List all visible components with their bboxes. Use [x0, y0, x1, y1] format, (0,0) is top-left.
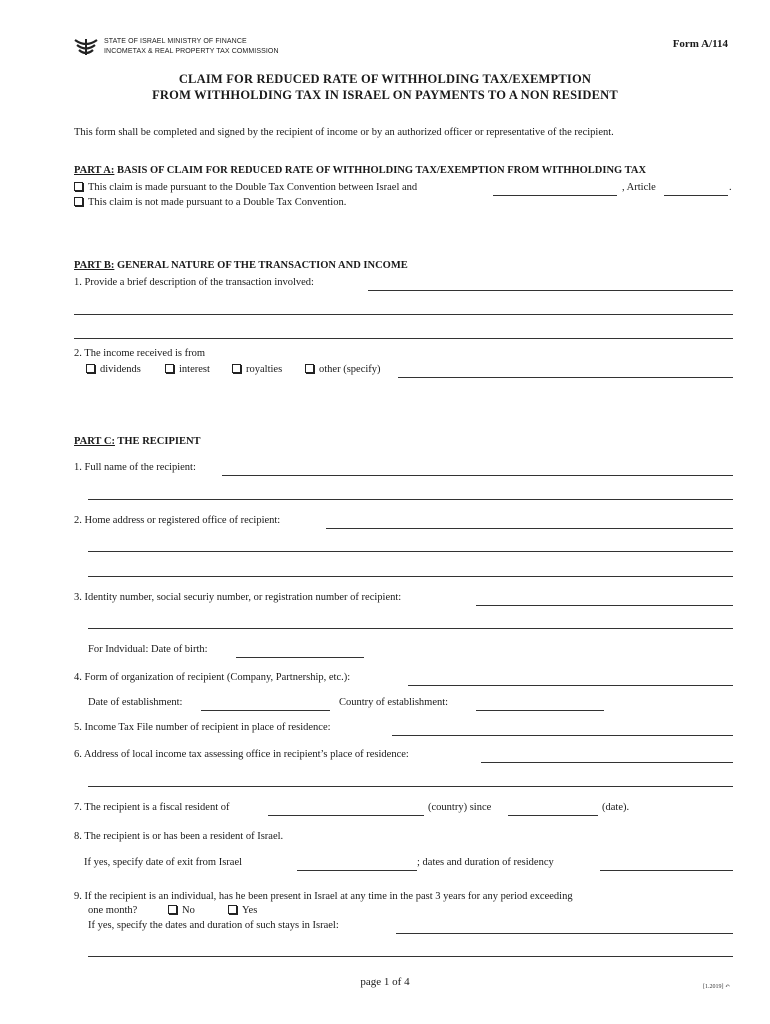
checkbox-royalties[interactable] [232, 364, 241, 373]
recipient-address-line2[interactable] [88, 551, 733, 552]
checkbox-no[interactable] [168, 905, 177, 914]
dob-label: For Indvidual: Date of birth: [88, 644, 208, 655]
form-revision-text: [1.2019] [702, 984, 724, 990]
tax-file-number-field[interactable] [392, 735, 733, 736]
since-label: (country) since [428, 802, 492, 813]
article-end: . [729, 182, 732, 193]
dividends-label: dividends [100, 364, 141, 375]
residency-duration-label: ; dates and duration of residency [417, 857, 554, 868]
part-a-option-treaty[interactable] [74, 182, 417, 193]
transaction-description-line2[interactable] [74, 314, 733, 315]
establishment-country-field[interactable] [476, 710, 604, 711]
part-b-title: GENERAL NATURE OF THE TRANSACTION AND INCOME [114, 260, 408, 271]
checkbox-dividends[interactable] [86, 364, 95, 373]
establishment-country-label: Country of establishment: [339, 697, 449, 708]
fiscal-residence-date-field[interactable] [508, 815, 598, 816]
assessing-office-line2[interactable] [88, 786, 733, 787]
identity-number-line2[interactable] [88, 628, 733, 629]
form-number: Form A/114 [672, 38, 728, 50]
menorah-icon [74, 38, 98, 56]
part-c-q8: 8. The recipient is or has been a resident of Israel. [74, 831, 284, 842]
article-field[interactable] [664, 195, 728, 196]
part-a-title: BASIS OF CLAIM FOR REDUCED RATE OF WITHHOLDING TAX/EXEMPTION FROM WITHHOLDING TAX [114, 165, 647, 176]
part-c-q3: 3. Identity number, social securiy number, or registration number of recipient: [74, 592, 402, 603]
ministry-name: STATE OF ISRAEL MINISTRY OF FINANCE [104, 38, 247, 45]
q9-option-yes[interactable] [228, 905, 257, 916]
establishment-date-label: Date of establishment: [88, 697, 183, 708]
option-treaty-label: This claim is made pursuant to the Double Tax Convention between Israel and [88, 182, 418, 193]
q9-option-no[interactable] [168, 905, 195, 916]
part-c-title: THE RECIPIENT [114, 436, 201, 447]
income-type-royalties[interactable] [232, 364, 282, 375]
q9-one-month: one month? [88, 905, 138, 916]
income-type-other[interactable] [305, 364, 381, 375]
no-label: No [182, 905, 195, 916]
israel-stays-line2[interactable] [88, 956, 733, 957]
part-a-option-no-treaty[interactable] [74, 197, 346, 208]
other-specify-field[interactable] [398, 377, 733, 378]
income-type-interest[interactable] [165, 364, 210, 375]
recipient-address-line3[interactable] [88, 576, 733, 577]
part-c-q9: 9. If the recipient is an individual, has he been present in Israel at any time in the past 3 years for any period exceeding [74, 891, 573, 902]
part-c-q2: 2. Home address or registered office of recipient: [74, 515, 281, 526]
return-arrow-icon: ↶ [724, 984, 730, 990]
dob-field[interactable] [236, 657, 364, 658]
checkbox-interest[interactable] [165, 364, 174, 373]
date-label: (date). [602, 802, 630, 813]
israel-stays-field[interactable] [396, 933, 733, 934]
recipient-name-line2[interactable] [88, 499, 733, 500]
establishment-date-field[interactable] [201, 710, 330, 711]
q9-stays-label: If yes, specify the dates and duration of such stays in Israel: [88, 920, 339, 931]
part-b-q1: 1. Provide a brief description of the transaction involved: [74, 277, 314, 288]
organization-form-field[interactable] [408, 685, 733, 686]
assessing-office-field[interactable] [481, 762, 733, 763]
article-label: , Article [622, 182, 656, 193]
form-revision-code [703, 983, 730, 990]
interest-label: interest [179, 364, 210, 375]
part-c-label: PART C: [74, 436, 115, 447]
checkbox-treaty[interactable] [74, 182, 83, 191]
transaction-description-field[interactable] [368, 290, 733, 291]
yes-label: Yes [242, 905, 258, 916]
checkbox-other[interactable] [305, 364, 314, 373]
fiscal-residence-country-field[interactable] [268, 815, 424, 816]
recipient-name-field[interactable] [222, 475, 733, 476]
part-c-q6: 6. Address of local income tax assessing office in recipient’s place of residence: [74, 749, 409, 760]
checkbox-yes[interactable] [228, 905, 237, 914]
option-no-treaty-label: This claim is not made pursuant to a Double Tax Convention. [88, 197, 347, 208]
form-title-line2: FROM WITHHOLDING TAX IN ISRAEL ON PAYMENTS TO A NON RESIDENT [152, 88, 618, 102]
royalties-label: royalties [246, 364, 283, 375]
part-a-heading [74, 165, 646, 176]
page-number: page 1 of 4 [360, 976, 410, 988]
part-a-label: PART A: [74, 165, 115, 176]
part-c-q7: 7. The recipient is a fiscal resident of [74, 802, 230, 813]
part-b-q2: 2. The income received is from [74, 348, 206, 359]
transaction-description-line3[interactable] [74, 338, 733, 339]
checkbox-no-treaty[interactable] [74, 197, 83, 206]
other-label: other (specify) [319, 364, 381, 375]
income-type-dividends[interactable] [86, 364, 141, 375]
treaty-country-field[interactable] [493, 195, 617, 196]
commission-name: INCOMETAX & REAL PROPERTY TAX COMMISSION [104, 48, 279, 55]
residency-duration-field[interactable] [600, 870, 733, 871]
part-b-label: PART B: [74, 260, 115, 271]
part-c-q5: 5. Income Tax File number of recipient in place of residence: [74, 722, 331, 733]
form-title-line1: CLAIM FOR REDUCED RATE OF WITHHOLDING TAX/EXEMPTION [178, 72, 592, 86]
intro-text: This form shall be completed and signed by the recipient of income or by an authorized officer or representative of the recipient. [74, 127, 614, 138]
part-c-q4: 4. Form of organization of recipient (Company, Partnership, etc.): [74, 672, 351, 683]
exit-date-field[interactable] [297, 870, 417, 871]
recipient-address-field[interactable] [326, 528, 733, 529]
identity-number-field[interactable] [476, 605, 733, 606]
part-c-heading [74, 436, 201, 447]
part-c-q1: 1. Full name of the recipient: [74, 462, 196, 473]
part-b-heading [74, 260, 408, 271]
exit-date-label: If yes, specify date of exit from Israel [84, 857, 243, 868]
